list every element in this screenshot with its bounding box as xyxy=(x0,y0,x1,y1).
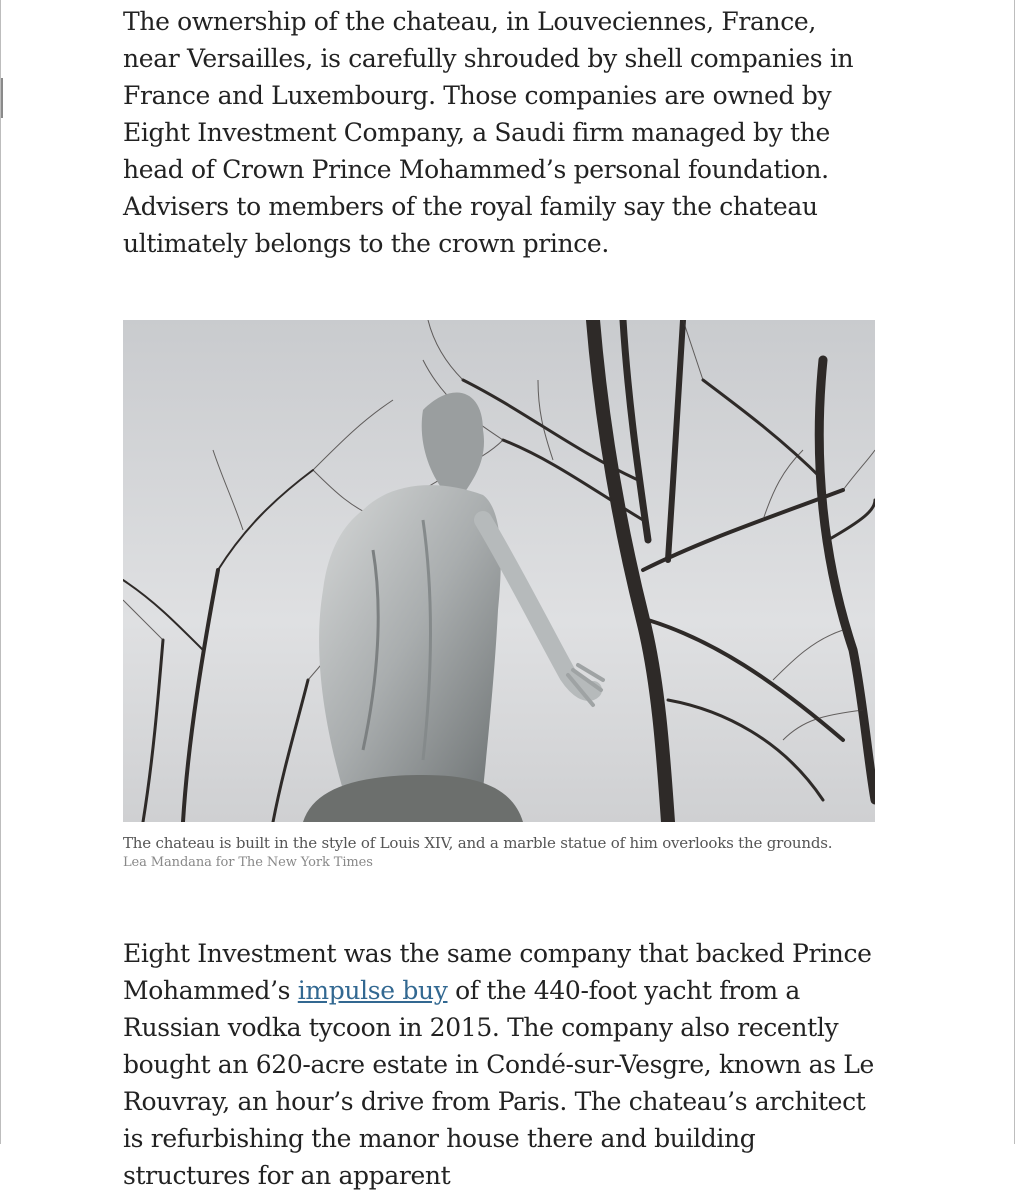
article-figure xyxy=(123,320,875,872)
window-edge-marker xyxy=(1,78,3,118)
article-paragraph: The ownership of the chateau, in Louveciennes, France, near Versailles, is carefully shrouded by shell companies in France and Luxembourg. Those companies are owned by Eight Investment Company, a Saudi firm managed by the head of Crown Prince Mohammed’s personal foundation. Advisers to members of the royal family say the chateau ultimately belongs to the crown prince. xyxy=(123,7,854,258)
article-paragraph xyxy=(123,935,878,1194)
photo-credit: Lea Mandana for The New York Times xyxy=(123,855,373,870)
paragraph-text: of the 440-foot yacht from a Russian vodka tycoon in 2015. The company also recently bought an 620-acre estate in Condé-sur-Vesgre, known as Le Rouvray, an hour’s drive from Paris. The chateau’s architect is refurbishing the manor house there and building structures for an apparent xyxy=(123,976,874,1190)
figure-caption: The chateau is built in the style of Louis XIV, and a marble statue of him overlooks the grounds. xyxy=(123,834,833,852)
impulse-buy-link[interactable]: impulse buy xyxy=(297,976,448,1005)
paragraph-text: Eight Investment was the same company that backed Prince Mohammed’s xyxy=(123,939,872,1005)
statue-photo xyxy=(123,320,875,822)
